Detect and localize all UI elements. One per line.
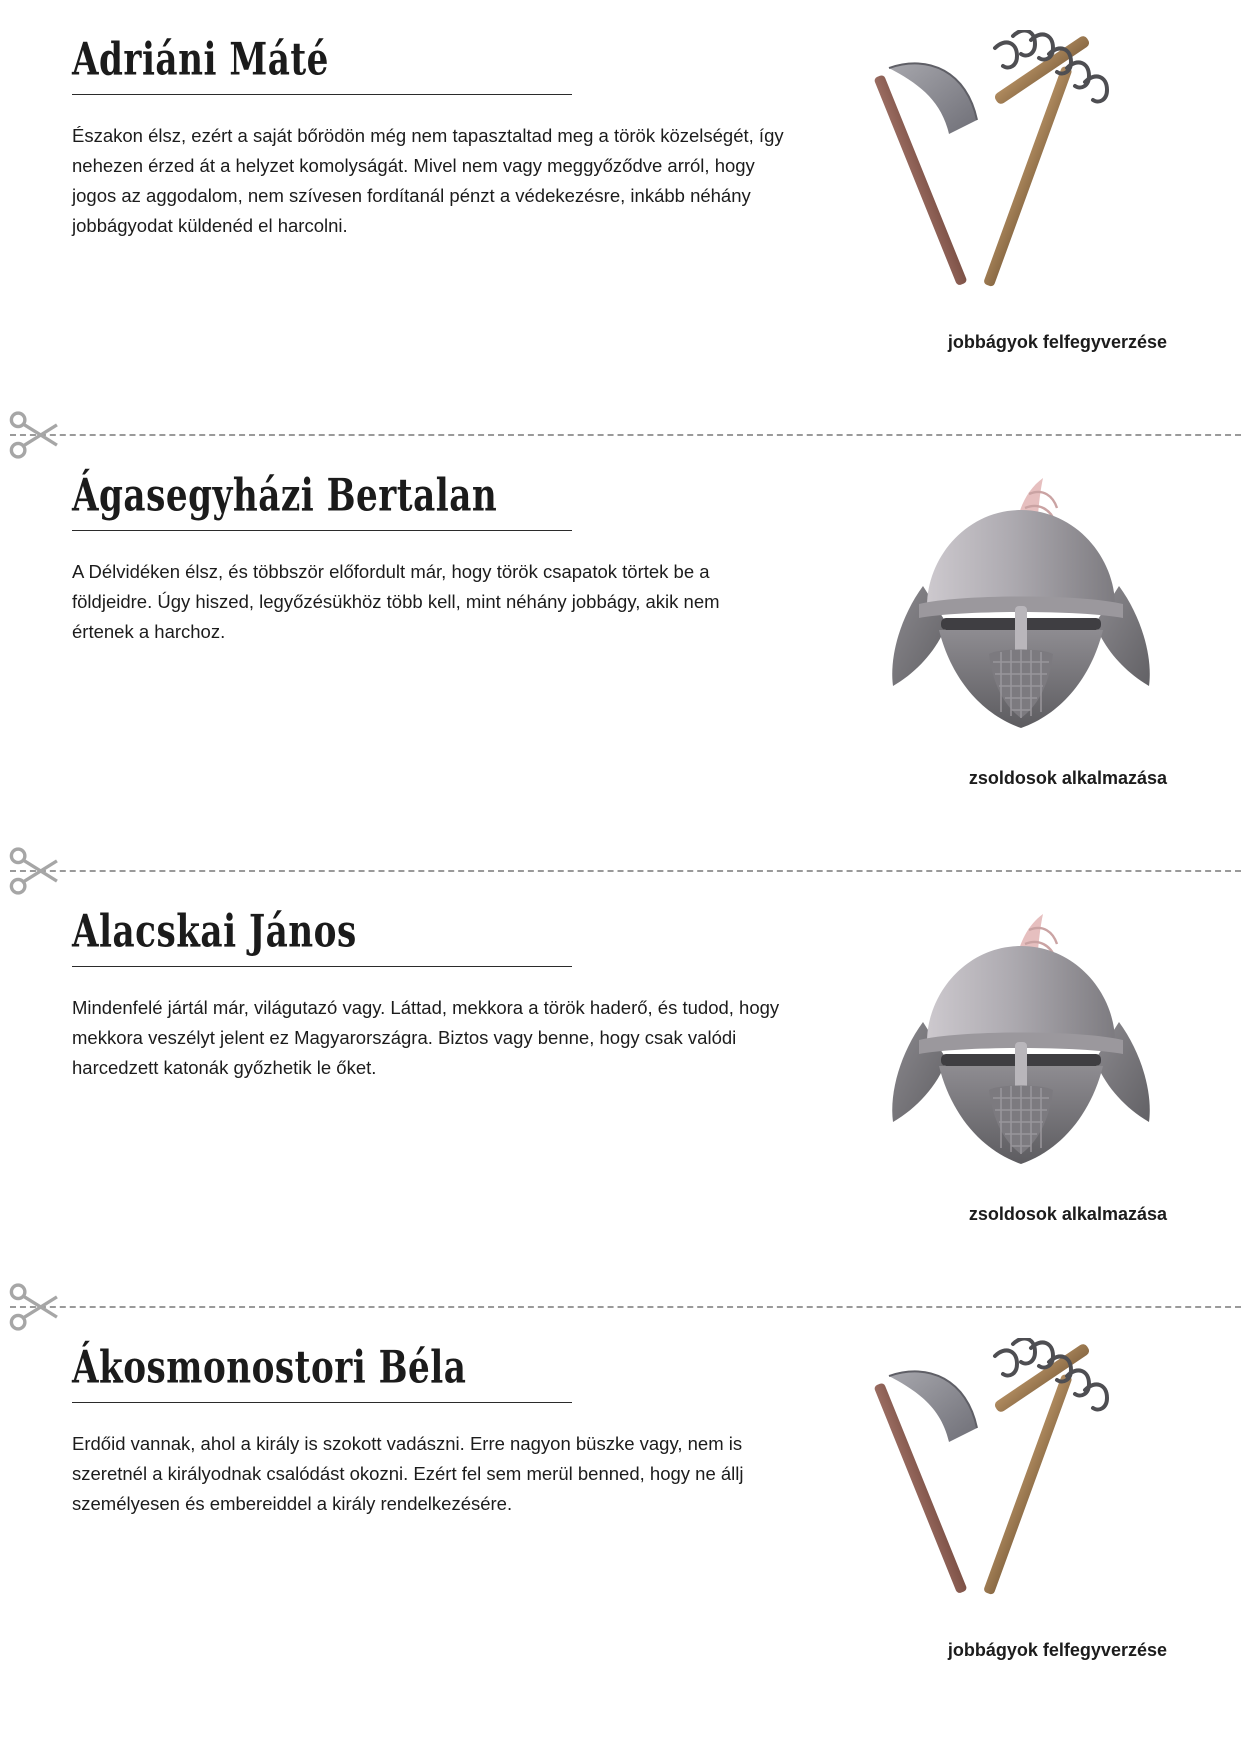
page-title: Ágasegyházi Bertalan [72, 468, 498, 522]
illustration-caption: zsoldosok alkalmazása [968, 1204, 1167, 1224]
illustration-caption: zsoldosok alkalmazása [968, 768, 1167, 788]
pitchfork-and-scythe-icon [871, 1338, 1171, 1638]
knight-helmet-icon [871, 902, 1171, 1202]
role-card [0, 1308, 1241, 1742]
title-divider [72, 1402, 572, 1403]
pitchfork-and-scythe-icon [871, 30, 1171, 330]
knight-helmet-icon [871, 466, 1171, 766]
title-divider [72, 966, 572, 967]
title-divider [72, 94, 572, 95]
card-illustration [871, 30, 1171, 353]
illustration-caption: jobbágyok felfegyverzése [947, 332, 1167, 352]
card-body-text: A Délvidéken élsz, és többször előfordult már, hogy török csapatok törtek be a földjeidre. Úgy hiszed, legyőzésükhöz több kell, mint néhány jobbágy, akik nem értenek a harchoz. [72, 561, 720, 642]
card-body-text: Mindenfelé jártál már, világutazó vagy. Láttad, mekkora a török haderő, és tudod, hogy mekkora veszélyt jelent ez Magyarországra. Biztos vagy benne, hogy csak valódi harcedzett katonák győzhetik le őket. [72, 997, 780, 1078]
page-title: Adriáni Máté [72, 32, 329, 86]
card-body-text: Erdőid vannak, ahol a király is szokott vadászni. Erre nagyon büszke vagy, nem is szeretnél a királyodnak csalódást okozni. Ezért fel sem merül benned, hogy ne állj személyesen és embereiddel a király rendelkezésére. [72, 1433, 744, 1514]
role-card [0, 872, 1241, 1306]
page-title: Ákosmonostori Béla [72, 1340, 467, 1394]
card-illustration [871, 1338, 1171, 1661]
role-card [0, 0, 1241, 434]
illustration-caption: jobbágyok felfegyverzése [947, 1640, 1167, 1660]
page-title: Alacskai János [72, 904, 357, 958]
title-divider [72, 530, 572, 531]
card-body-text: Északon élsz, ezért a saját bőrödön még nem tapasztaltad meg a török közelségét, így nehezen érzed át a helyzet komolyságát. Mivel nem vagy meggyőződve arról, hogy jogos az aggodalom, nem szívesen fordítanál pénzt a védekezésre, inkább néhány jobbágyodat küldenéd el harcolni. [72, 125, 784, 236]
role-card [0, 436, 1241, 870]
card-illustration [871, 466, 1171, 789]
card-illustration [871, 902, 1171, 1225]
